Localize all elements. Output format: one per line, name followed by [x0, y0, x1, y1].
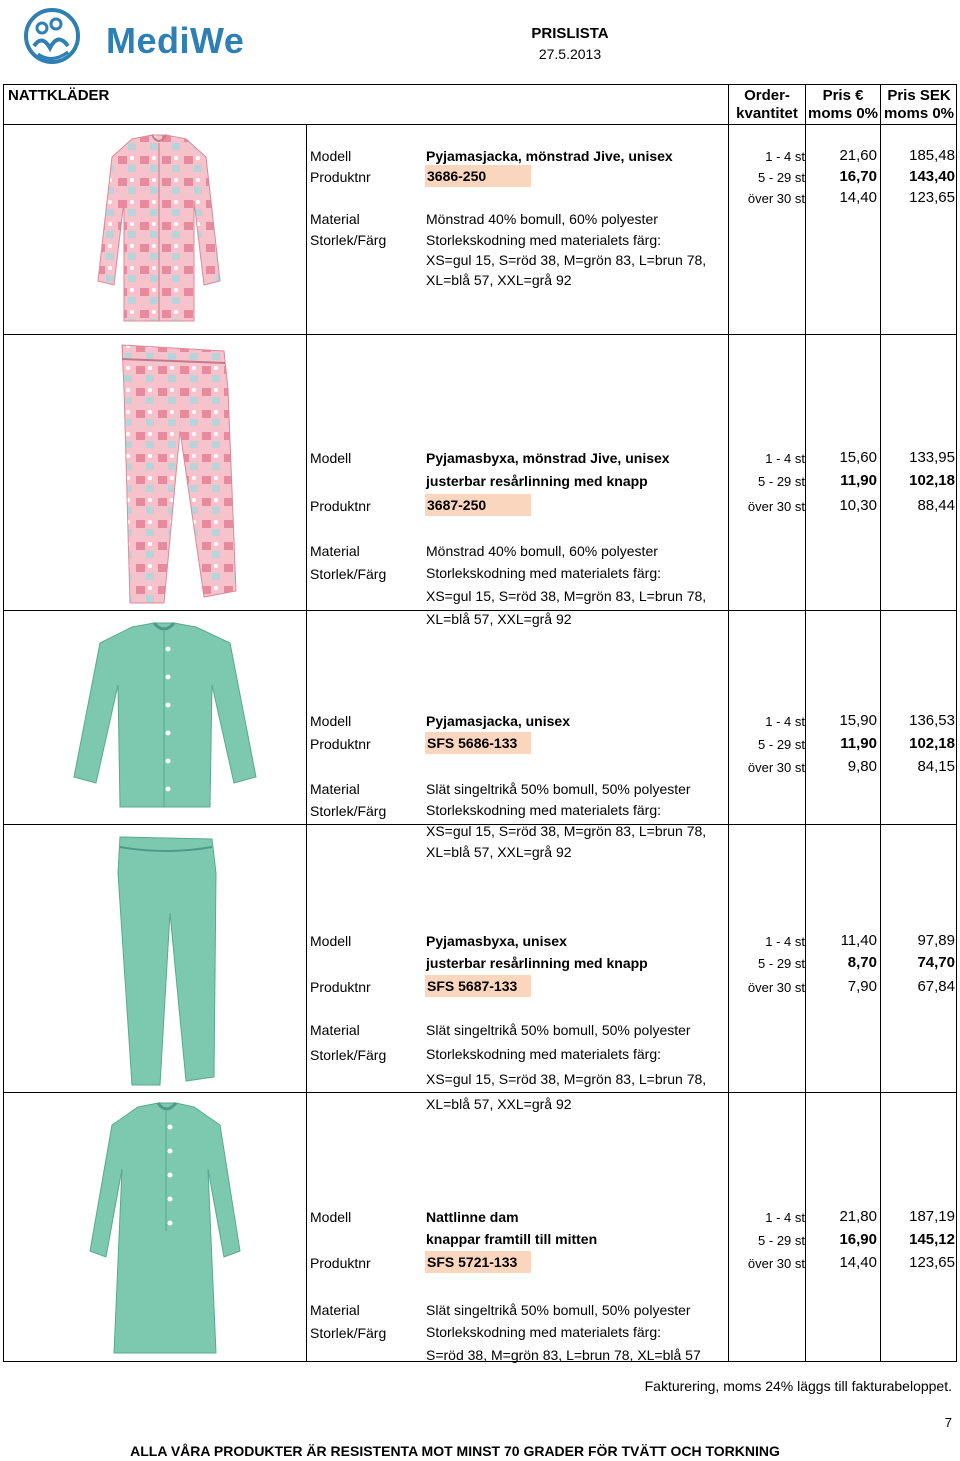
- price-sek: 145,12: [909, 1231, 955, 1248]
- size-line: XS=gul 15, S=röd 38, M=grön 83, L=brun 78,: [426, 823, 707, 839]
- size-line: S=röd 38, M=grön 83, L=brun 78, XL=blå 57: [426, 1347, 701, 1363]
- modell-label: Modell: [310, 933, 352, 949]
- page-number: 7: [944, 1415, 952, 1430]
- product-number: SFS 5721-133: [425, 1251, 531, 1273]
- col-header-qty: [730, 87, 804, 123]
- price-sek: 84,15: [917, 758, 955, 775]
- size-line: XL=blå 57, XXL=grå 92: [426, 272, 572, 288]
- price-eur: 21,80: [839, 1208, 877, 1225]
- price-eur: 14,40: [839, 1254, 877, 1271]
- material-value: Slät singeltrikå 50% bomull, 50% polyester: [426, 781, 691, 797]
- price-sek: 185,48: [909, 147, 955, 164]
- product-name: Pyjamasbyxa, mönstrad Jive, unisex: [426, 450, 670, 466]
- product-subname: justerbar resårlinning med knapp: [426, 955, 648, 971]
- price-eur: 11,40: [840, 932, 877, 949]
- price-sek: 88,44: [917, 497, 955, 514]
- size-line: XS=gul 15, S=röd 38, M=grön 83, L=brun 78,: [426, 588, 707, 604]
- qty-tier: 5 - 29 st: [758, 170, 805, 185]
- brand-name: MediWe: [106, 20, 245, 61]
- price-list-date: 27.5.2013: [538, 46, 602, 62]
- qty-tier: 5 - 29 st: [758, 956, 805, 971]
- modell-label: Modell: [310, 713, 352, 729]
- section-title: NATTKLÄDER: [8, 87, 110, 104]
- col-header-eur-line2: moms 0%: [807, 105, 879, 122]
- price-sek: 136,53: [909, 712, 955, 729]
- produktnr-label: Produktnr: [310, 979, 371, 995]
- material-value: Mönstrad 40% bomull, 60% polyester: [426, 543, 658, 559]
- patterned-pajama-jacket-image: [94, 131, 224, 327]
- product-name: Pyjamasjacka, unisex: [426, 713, 570, 729]
- material-value: Mönstrad 40% bomull, 60% polyester: [426, 211, 658, 227]
- material-label: Material: [310, 781, 360, 797]
- price-sek: 123,65: [909, 1254, 955, 1271]
- col-header-qty-line1: Order-: [744, 87, 790, 104]
- price-eur: 15,90: [839, 712, 877, 729]
- qty-tier: över 30 st: [747, 499, 805, 514]
- price-sek: 102,18: [909, 735, 955, 752]
- size-line: XL=blå 57, XXL=grå 92: [426, 844, 572, 860]
- material-value: Slät singeltrikå 50% bomull, 50% polyester: [426, 1022, 691, 1038]
- col-header-qty-line2: kvantitet: [736, 105, 798, 122]
- material-label: Material: [310, 1302, 360, 1318]
- qty-tier: över 30 st: [747, 760, 805, 775]
- price-sek: 187,19: [909, 1208, 955, 1225]
- price-eur: 16,90: [839, 1231, 877, 1248]
- product-row: [4, 335, 956, 627]
- price-eur: 21,60: [839, 147, 877, 164]
- qty-tier: 1 - 4 st: [765, 714, 805, 729]
- material-label: Material: [310, 1022, 360, 1038]
- qty-tier: 5 - 29 st: [758, 474, 805, 489]
- product-number: SFS 5686-133: [425, 732, 531, 754]
- size-label: Storlek/Färg: [310, 566, 387, 582]
- size-line: XL=blå 57, XXL=grå 92: [426, 1096, 572, 1112]
- product-number: 3686-250: [425, 165, 531, 187]
- qty-tier: 1 - 4 st: [765, 149, 805, 164]
- size-line: Storlekskodning med materialets färg:: [426, 1046, 661, 1062]
- size-line: Storlekskodning med materialets färg:: [426, 1324, 661, 1340]
- size-line: XS=gul 15, S=röd 38, M=grön 83, L=brun 78,: [426, 252, 707, 268]
- price-eur: 8,70: [847, 954, 877, 971]
- size-line: XS=gul 15, S=röd 38, M=grön 83, L=brun 78,: [426, 1071, 707, 1087]
- product-row: [4, 1093, 956, 1362]
- price-eur: 15,60: [839, 449, 877, 466]
- price-table: [3, 84, 957, 1362]
- product-row: [4, 825, 956, 1112]
- produktnr-label: Produktnr: [310, 1255, 371, 1271]
- size-line: XL=blå 57, XXL=grå 92: [426, 611, 572, 627]
- col-header-sek: [882, 87, 956, 123]
- price-sek: 133,95: [909, 449, 955, 466]
- produktnr-label: Produktnr: [310, 736, 371, 752]
- modell-label: Modell: [310, 148, 352, 164]
- price-sek: 97,89: [917, 932, 955, 949]
- product-subname: justerbar resårlinning med knapp: [426, 473, 648, 489]
- qty-tier: över 30 st: [747, 980, 805, 995]
- size-label: Storlek/Färg: [310, 1325, 387, 1341]
- patterned-pajama-trousers-image: [112, 341, 242, 607]
- mint-nightgown-image: [84, 1101, 244, 1357]
- price-sek: 143,40: [909, 168, 955, 185]
- price-sek: 74,70: [917, 954, 955, 971]
- product-subname: knappar framtill till mitten: [426, 1231, 598, 1247]
- invoice-note: Fakturering, moms 24% läggs till fakturabeloppet.: [644, 1378, 952, 1394]
- price-eur: 7,90: [847, 978, 877, 995]
- qty-tier: 5 - 29 st: [758, 737, 805, 752]
- product-name: Pyjamasbyxa, unisex: [426, 933, 567, 949]
- price-sek: 102,18: [909, 472, 955, 489]
- product-row: [4, 125, 956, 334]
- size-label: Storlek/Färg: [310, 232, 387, 248]
- size-line: Storlekskodning med materialets färg:: [426, 232, 661, 248]
- price-eur: 10,30: [839, 497, 877, 514]
- product-number: 3687-250: [425, 494, 531, 516]
- material-value: Slät singeltrikå 50% bomull, 50% polyester: [426, 1302, 691, 1318]
- modell-label: Modell: [310, 1209, 352, 1225]
- size-label: Storlek/Färg: [310, 1047, 387, 1063]
- modell-label: Modell: [310, 450, 352, 466]
- size-line: Storlekskodning med materialets färg:: [426, 802, 661, 818]
- page-title: PRISLISTA: [531, 25, 609, 42]
- product-name: Nattlinne dam: [426, 1209, 519, 1225]
- col-header-eur: [807, 87, 879, 123]
- col-header-sek-line1: Pris SEK: [887, 87, 951, 104]
- col-header-sek-line2: moms 0%: [883, 105, 955, 122]
- price-eur: 14,40: [839, 189, 877, 206]
- produktnr-label: Produktnr: [310, 169, 371, 185]
- qty-tier: 1 - 4 st: [765, 451, 805, 466]
- col-header-eur-line1: Pris €: [822, 87, 864, 104]
- size-line: Storlekskodning med materialets färg:: [426, 565, 661, 581]
- produktnr-label: Produktnr: [310, 498, 371, 514]
- product-number: SFS 5687-133: [425, 975, 531, 997]
- price-sek: 123,65: [909, 189, 955, 206]
- price-eur: 16,70: [839, 168, 877, 185]
- qty-tier: 1 - 4 st: [765, 934, 805, 949]
- qty-tier: över 30 st: [747, 191, 805, 206]
- price-sek: 67,84: [917, 978, 955, 995]
- qty-tier: 5 - 29 st: [758, 1233, 805, 1248]
- wash-disclaimer: ALLA VÅRA PRODUKTER ÄR RESISTENTA MOT MINST 70 GRADER FÖR TVÄTT OCH TORKNING: [130, 1443, 780, 1459]
- size-label: Storlek/Färg: [310, 803, 387, 819]
- material-label: Material: [310, 543, 360, 559]
- qty-tier: 1 - 4 st: [765, 1210, 805, 1225]
- qty-tier: över 30 st: [747, 1256, 805, 1271]
- mint-pajama-jacket-image: [70, 621, 260, 811]
- product-row: [4, 611, 956, 860]
- price-eur: 11,90: [840, 472, 877, 489]
- mint-pajama-trousers-image: [112, 833, 222, 1089]
- price-eur: 11,90: [840, 735, 877, 752]
- product-name: Pyjamasjacka, mönstrad Jive, unisex: [426, 148, 673, 164]
- price-eur: 9,80: [847, 758, 877, 775]
- material-label: Material: [310, 211, 360, 227]
